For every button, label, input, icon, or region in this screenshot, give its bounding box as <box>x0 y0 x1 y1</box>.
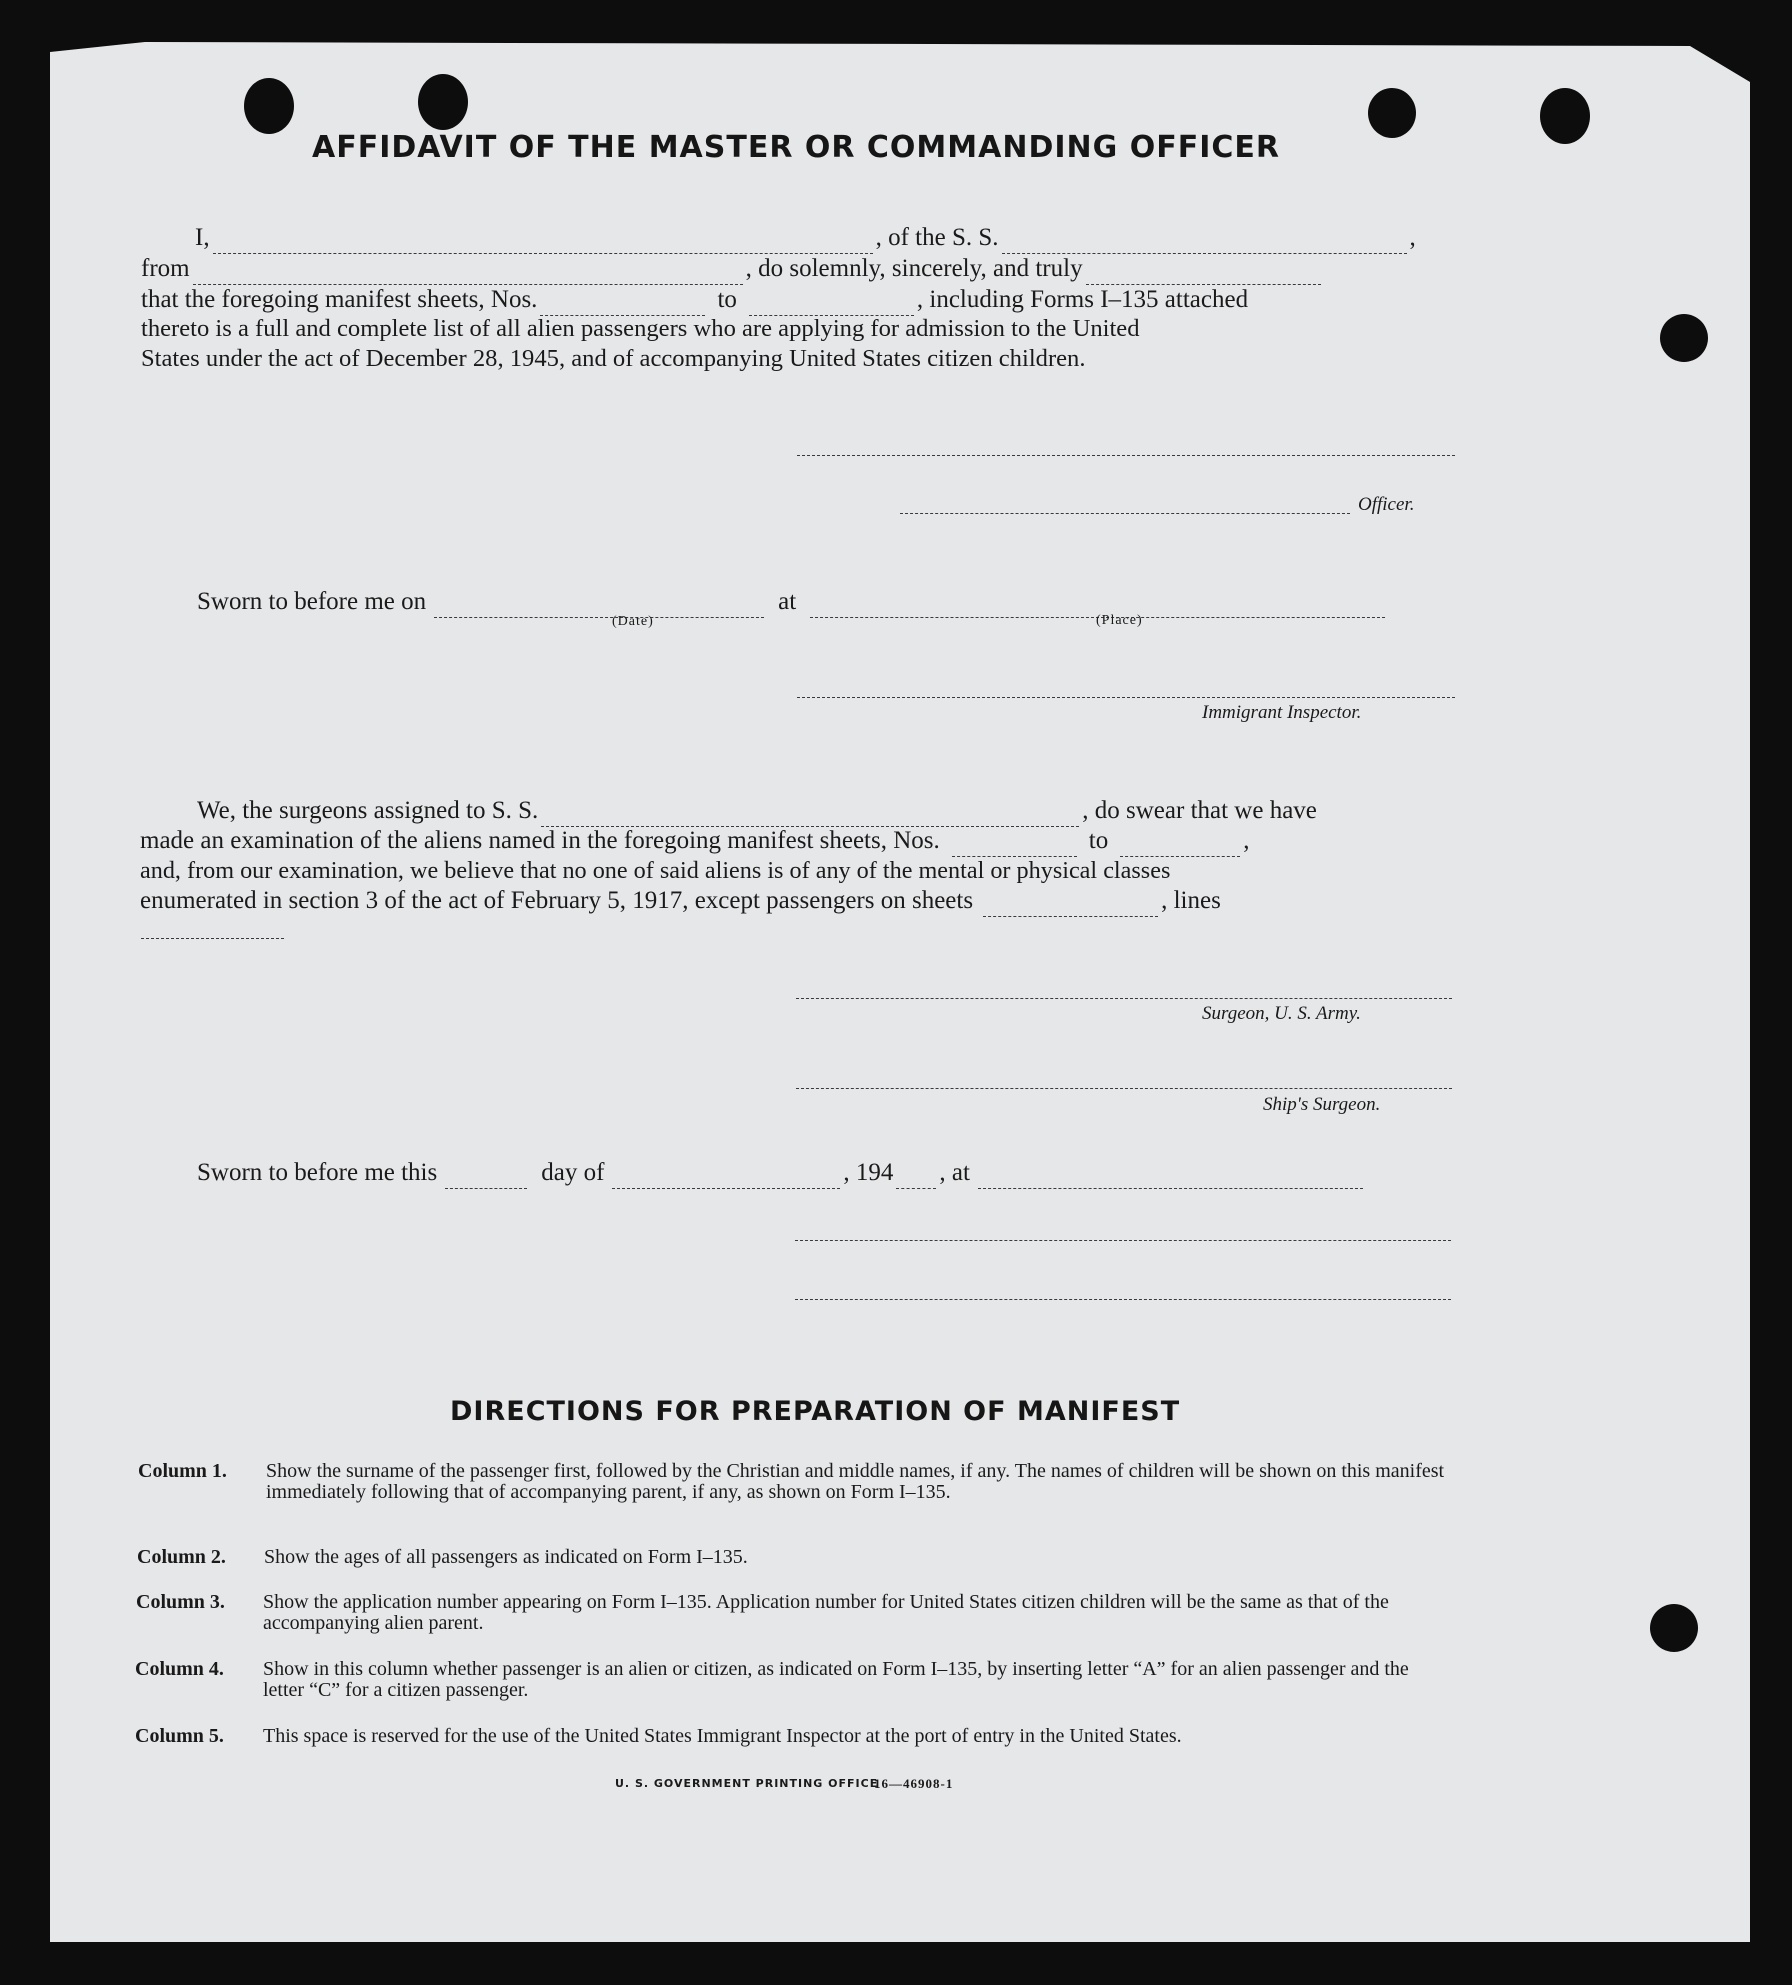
text: , do swear that we have <box>1082 797 1317 824</box>
text: Sworn to before me on <box>197 588 427 615</box>
column-text: Show the ages of all passengers as indicated on Form I–135. <box>264 1546 748 1568</box>
text: to <box>1088 827 1109 854</box>
master-name-field[interactable] <box>213 233 873 254</box>
sworn-day-field[interactable] <box>445 1168 527 1189</box>
text: at <box>778 588 797 615</box>
sworn2-place-field[interactable] <box>978 1168 1363 1189</box>
text: , <box>1409 224 1416 251</box>
place-caption: (Place) <box>1096 613 1143 628</box>
text: , <box>1243 827 1250 854</box>
surgeon-ship-field[interactable] <box>541 806 1079 827</box>
directions-title: DIRECTIONS FOR PREPARATION OF MANIFEST <box>450 1396 1181 1427</box>
officer-name-line[interactable] <box>900 513 1350 514</box>
affidavit-line-4: thereto is a full and complete list of all alien passengers who are applying for admission to the United <box>141 315 1140 342</box>
date-caption: (Date) <box>612 614 654 629</box>
affidavit-line-3 <box>141 284 1248 316</box>
column-label: Column 2. <box>137 1546 226 1568</box>
column-text: Show the application number appearing on Form I–135. Application number for United States citizen children will be the same as that of the accompanying alien parent. <box>263 1591 1389 1634</box>
officer-signature-line[interactable] <box>797 455 1455 456</box>
text: made an examination of the aliens named in the foregoing manifest sheets, Nos. <box>140 827 940 854</box>
sworn-month-field[interactable] <box>612 1168 840 1189</box>
surgeons-line-1 <box>197 795 1317 827</box>
surgeon-sheet-from-field[interactable] <box>952 836 1077 857</box>
inspector-caption: Immigrant Inspector. <box>1202 702 1362 723</box>
inspector-signature-line[interactable] <box>797 697 1455 698</box>
surgeons-line-4 <box>140 885 1221 917</box>
column-label: Column 3. <box>136 1591 225 1613</box>
punch-hole <box>1660 314 1708 362</box>
affidavit-line-2 <box>141 253 1324 285</box>
column-label: Column 1. <box>138 1460 227 1482</box>
punch-hole <box>1368 88 1416 138</box>
text: , of the S. S. <box>875 224 999 251</box>
text: , lines <box>1161 887 1221 914</box>
text: enumerated in section 3 of the act of February 5, 1917, except passengers on sheets <box>140 887 974 914</box>
oath-field[interactable] <box>1086 264 1321 285</box>
affidavit-line-1 <box>195 222 1416 254</box>
affidavit-title: AFFIDAVIT OF THE MASTER OR COMMANDING OFFICER <box>312 130 1280 165</box>
text: to <box>717 286 737 313</box>
gpo-imprint: U. S. GOVERNMENT PRINTING OFFICE <box>615 1777 879 1790</box>
punch-hole <box>1650 1604 1698 1652</box>
army-surgeon-caption: Surgeon, U. S. Army. <box>1202 1003 1361 1024</box>
text: , 194 <box>843 1159 894 1186</box>
sworn-line-2 <box>197 1157 1366 1189</box>
punch-hole <box>244 78 294 134</box>
ship-surgeon-signature-line[interactable] <box>796 1088 1452 1089</box>
origin-port-field[interactable] <box>193 264 743 285</box>
text: from <box>141 255 190 282</box>
affidavit-line-5: States under the act of December 28, 1945, and of accompanying United States citizen children. <box>141 345 1086 372</box>
except-sheets-field[interactable] <box>983 896 1158 917</box>
column-text: This space is reserved for the use of the United States Immigrant Inspector at the port of entry in the United States. <box>263 1725 1182 1747</box>
text: that the foregoing manifest sheets, Nos. <box>141 286 538 313</box>
text: , including Forms I–135 attached <box>916 286 1249 313</box>
column-label: Column 5. <box>135 1725 224 1747</box>
sworn-line-1 <box>197 586 1388 618</box>
text: , do solemnly, sincerely, and truly <box>745 255 1083 282</box>
text: , at <box>939 1159 970 1186</box>
sworn-year-field[interactable] <box>896 1168 936 1189</box>
text: Sworn to before me this <box>197 1159 438 1186</box>
except-lines-field[interactable] <box>141 938 284 939</box>
ship-name-field[interactable] <box>1002 233 1407 254</box>
text: I, <box>195 224 210 251</box>
surgeons-line-3: and, from our examination, we believe that no one of said aliens is of any of the mental or physical classes <box>140 857 1171 884</box>
sworn-signature-line-2[interactable] <box>795 1299 1451 1300</box>
column-label: Column 4. <box>135 1658 224 1680</box>
column-text: Show in this column whether passenger is an alien or citizen, as indicated on Form I–135, by inserting letter “A” for an alien passenger and the letter “C” for a citizen passenger. <box>263 1658 1409 1701</box>
column-text: Show the surname of the passenger first, followed by the Christian and middle names, if any. The names of children will be shown on this manifest immediately following that of accompanying parent, if any, as shown on Form I–135. <box>266 1460 1445 1503</box>
army-surgeon-signature-line[interactable] <box>796 998 1452 999</box>
officer-caption: Officer. <box>1358 494 1415 515</box>
sworn-signature-line-1[interactable] <box>795 1240 1451 1241</box>
form-number: 16—46908-1 <box>874 1776 954 1791</box>
surgeon-sheet-to-field[interactable] <box>1120 836 1240 857</box>
text: We, the surgeons assigned to S. S. <box>197 797 539 824</box>
text: day of <box>541 1159 605 1186</box>
punch-hole <box>1540 88 1590 144</box>
sworn-date-field[interactable] <box>434 597 764 618</box>
surgeons-line-2 <box>140 825 1249 857</box>
punch-hole <box>418 74 468 130</box>
ship-surgeon-caption: Ship's Surgeon. <box>1263 1094 1381 1115</box>
